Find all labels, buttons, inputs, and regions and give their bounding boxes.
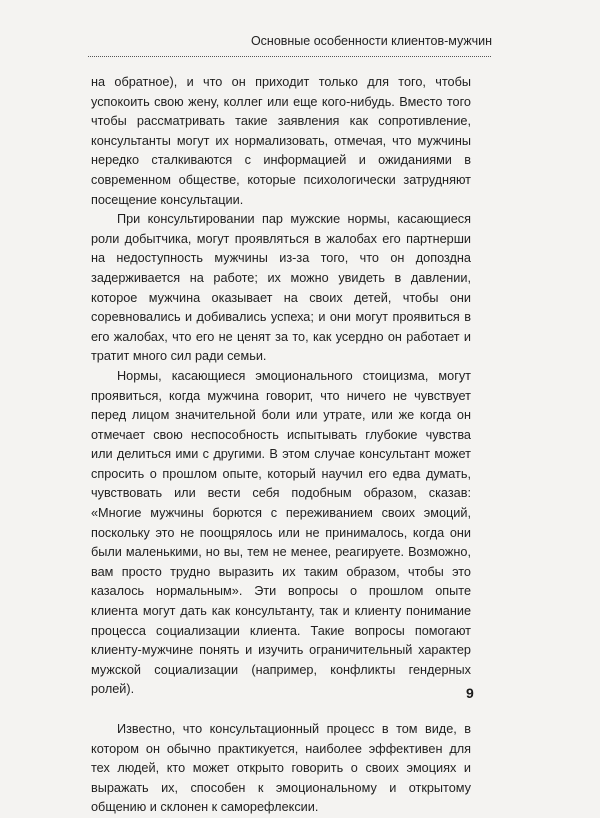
- paragraph-emotional-stoicism: Нормы, касающиеся эмоционального стоицизма, могут проявиться, когда мужчина говорит, что ничего не чувствует перед лицом значительной боли или утрате, или же когда он отмечает свою неспособность испытывать глубокие чувства или делиться ими с другими. В этом случае консультант может спросить о прошлом опыте, который научил его едва думать, чувствовать или вести себя подобным образом, сказав: «Многие мужчины борются с переживанием своих эмоций, поскольку это не поощрялось или не принималось, когда они были маленькими, но вы, тем не менее, реагируете. Возможно, вам просто трудно выразить их таким образом, чтобы это казалось нормальным». Эти вопросы о прошлом опыте клиента могут дать как консультанту, так и клиенту понимание процесса социализации клиента. Такие вопросы помогают клиенту-мужчине понять и изучить ограничительный характер мужской социализации (например, конфликты гендерных ролей).: [91, 368, 471, 697]
- page-number: 9: [466, 685, 474, 701]
- running-header: Основные особенности клиентов-мужчин: [250, 34, 492, 48]
- paragraph-counseling-process: Известно, что консультационный процесс в том виде, в котором он обычно практикуется, наиболее эффективен для тех людей, кто может открыто говорить о своих эмоциях и выражать их, способен к эмоциональному и открытому общению и склонен к саморефлексии.: [91, 722, 471, 815]
- paragraph-continuation: на обратное), и что он приходит только для того, чтобы успокоить свою жену, коллег или еще кого-нибудь. Вместо того чтобы рассматривать такие заявления как сопротивление, консультанты могут их нормализовать, отмечая, что мужчины нередко сталкиваются с информацией и ожиданиями в современном обществе, которые психологически затрудняют посещение консультации.: [91, 75, 471, 207]
- header-dotted-rule: [88, 56, 491, 57]
- body-text: [91, 73, 471, 818]
- paragraph-couples-counseling: При консультировании пар мужские нормы, касающиеся роли добытчика, могут проявляться в жалобах его партнерши на недоступность мужчины из-за того, что он допоздна задерживается на работе; их можно увидеть в давлении, которое мужчина оказывает на своих детей, чтобы они соревновались и добивались успеха; и они могут проявиться в его жалобах, что его не ценят за то, как усердно он работает и тратит много сил ради семьи.: [91, 212, 471, 364]
